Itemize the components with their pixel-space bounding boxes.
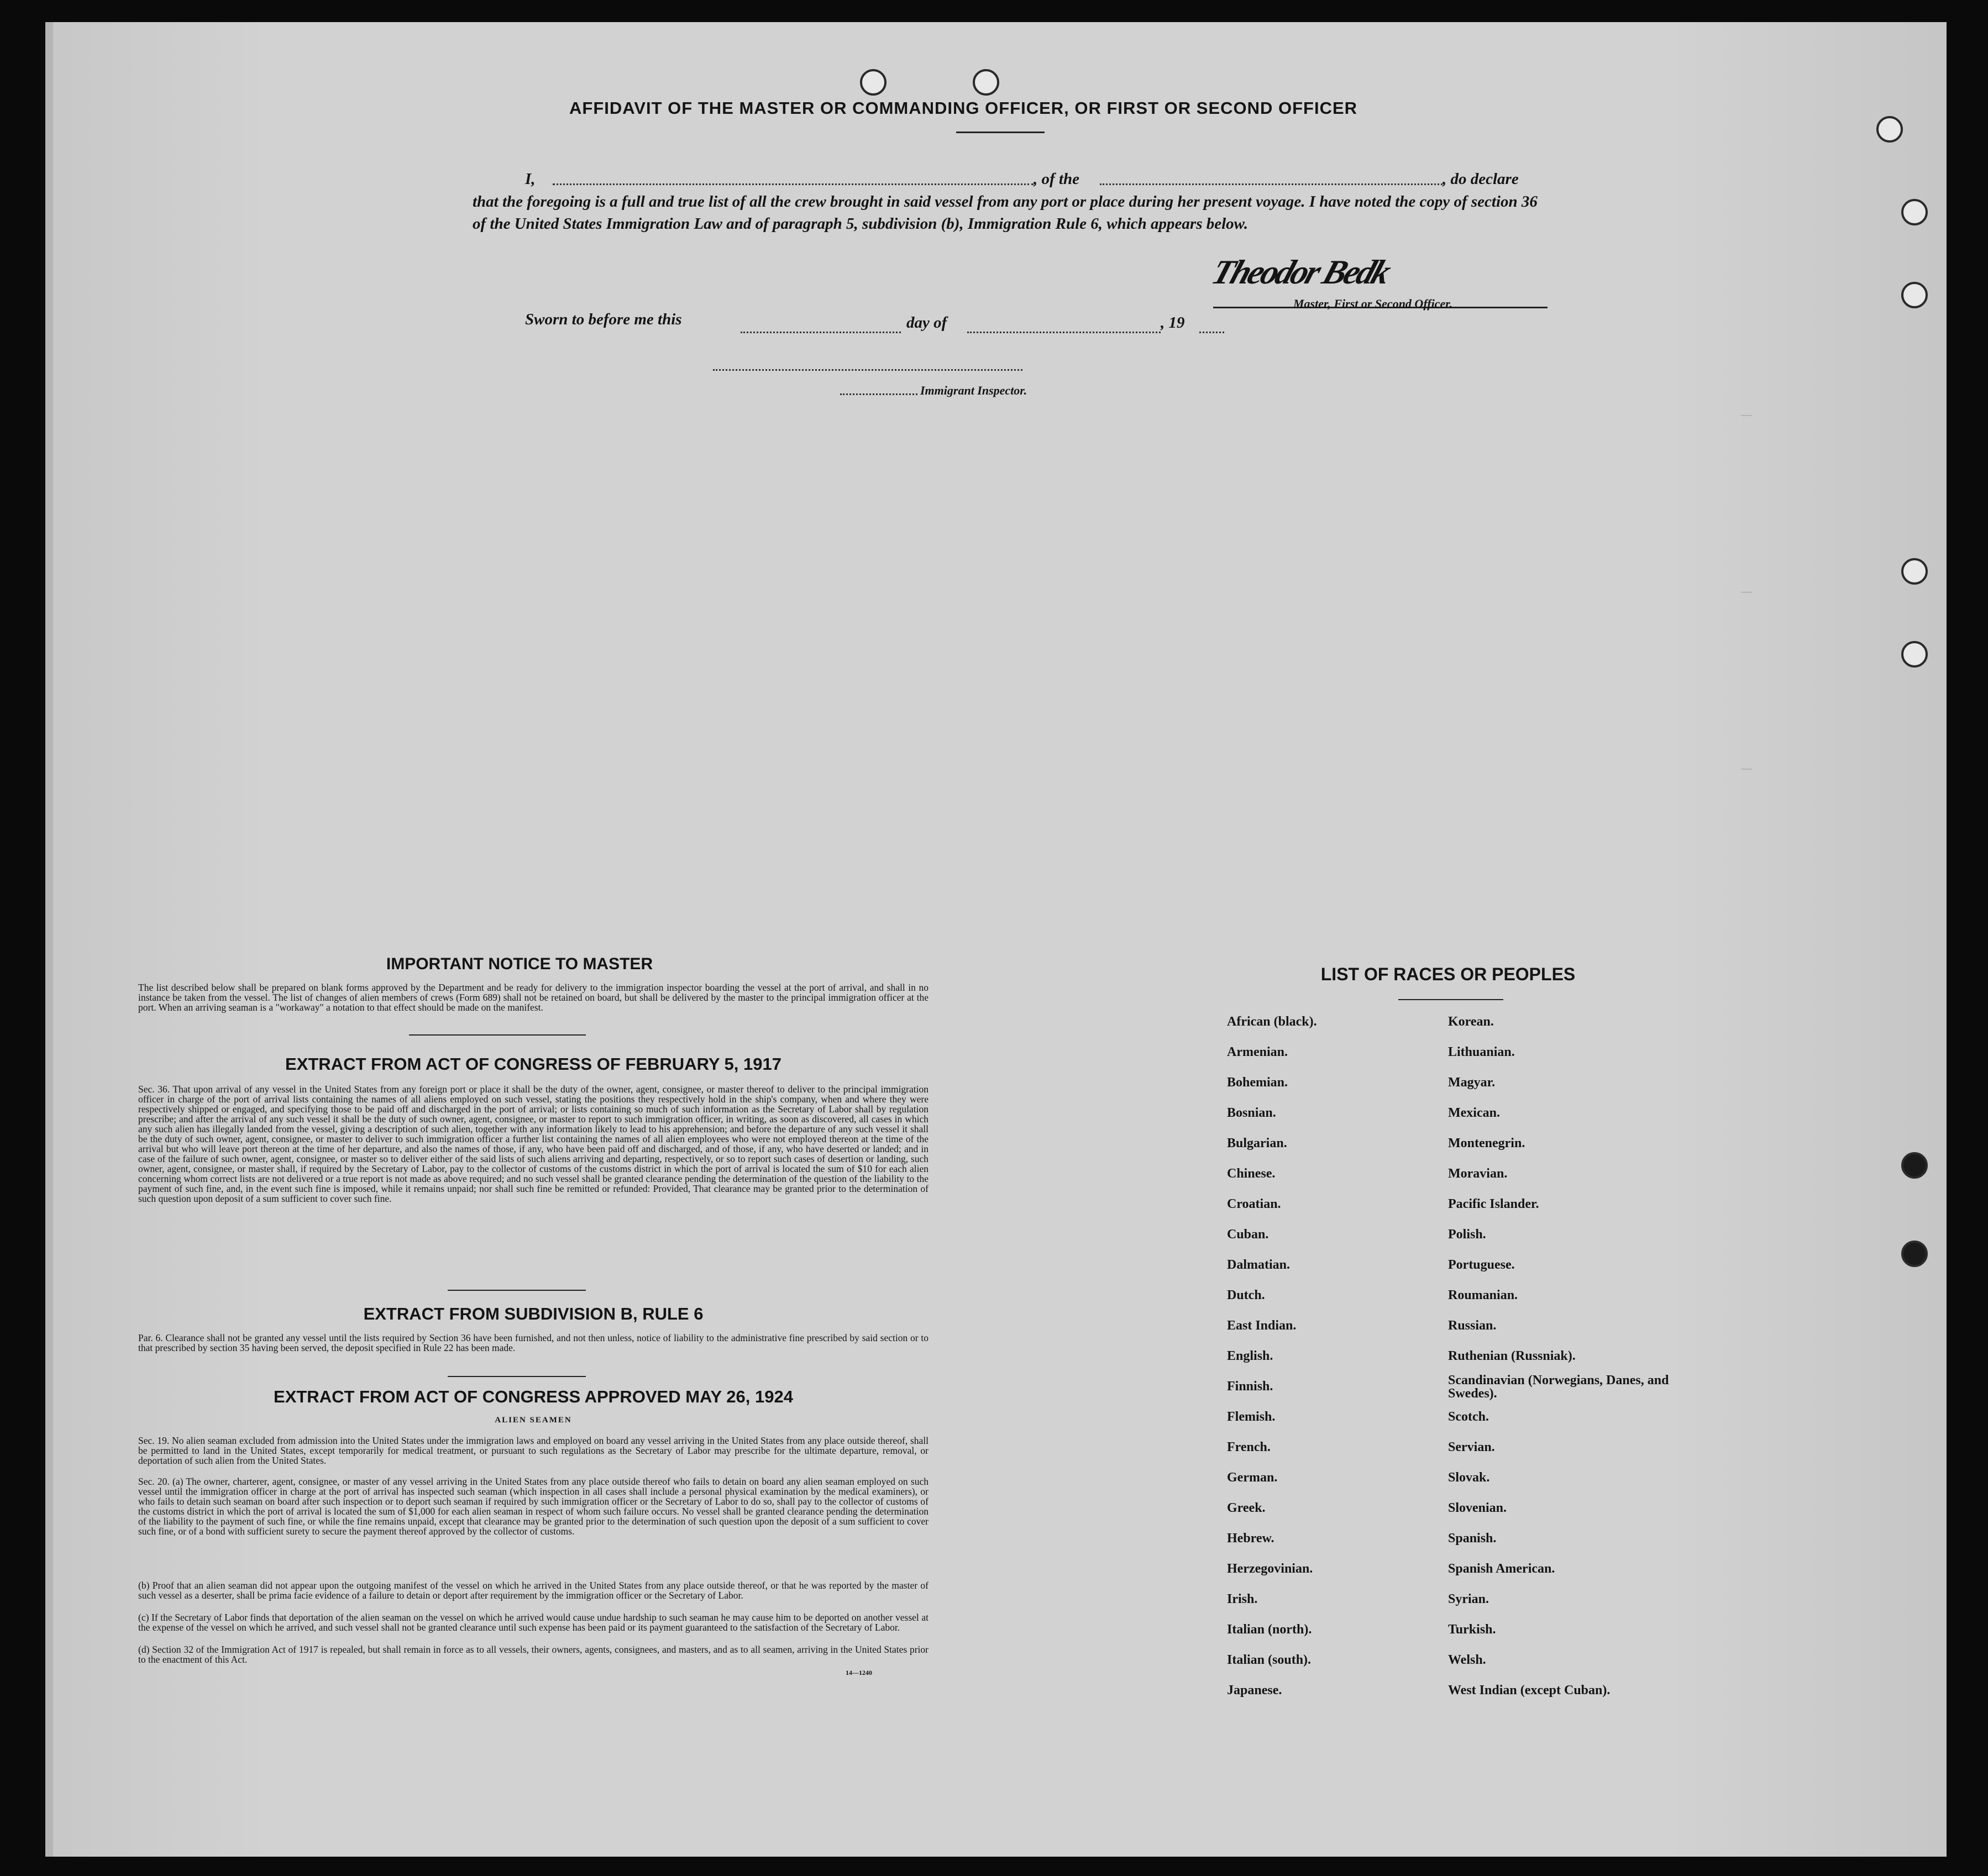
race-right-item: Slovenian. (1448, 1501, 1507, 1515)
of-the-label: , of the (1034, 170, 1079, 188)
race-left-item: Italian (south). (1227, 1653, 1312, 1667)
vessel-line (1100, 183, 1443, 185)
extract-1924-subtitle: ALIEN SEAMEN (495, 1416, 572, 1425)
race-right-item: Mexican. (1448, 1106, 1500, 1120)
i-label: I, (525, 170, 536, 188)
binder-hole-icon (1901, 641, 1928, 668)
race-left-item: Dalmatian. (1227, 1258, 1290, 1272)
sec19-text: Sec. 19. No alien seaman excluded from admission into the United States under the immigration laws and employed on board any vessel arriving in the United States from any place outside thereof, shall be permitted to land in the United States, except temporarily for medical treatment, or pursuant to such regulations as the Secretary of Labor may prescribe for the ultimate departure, removal, or deportation of such alien from the United States. (138, 1435, 929, 1466)
race-right-item: Welsh. (1448, 1653, 1486, 1667)
race-left-item: Armenian. (1227, 1045, 1288, 1059)
race-left-item: Dutch. (1227, 1288, 1265, 1302)
affidavit-title: AFFIDAVIT OF THE MASTER OR COMMANDING OFFICER, OR FIRST OR SECOND OFFICER (569, 98, 1358, 118)
race-right-item: Portuguese. (1448, 1258, 1515, 1272)
race-right-item: Roumanian. (1448, 1288, 1518, 1302)
race-left-item: Bulgarian. (1227, 1136, 1287, 1150)
sec20c-text: (c) If the Secretary of Labor finds that deportation of the alien seaman on the vessel on which he arrived would cause undue hardship to such seaman he may cause him to be deported on another vessel at the expense of the vessel on which he arrived, and such vessel shall not be granted clearance until such expense has been paid or its payment guaranteed to the satisfaction of the Secretary of Labor. (138, 1612, 929, 1633)
inspector-signature-line (713, 369, 1022, 371)
race-right-item: Scandinavian (Norwegians, Danes, and Swedes). (1448, 1373, 1669, 1401)
race-right-item: Pacific Islander. (1448, 1197, 1539, 1211)
notice-title: IMPORTANT NOTICE TO MASTER (386, 955, 653, 973)
binder-hole-icon (1901, 1152, 1928, 1179)
bleed-through-mark: — (1741, 586, 1752, 598)
binder-hole-icon (1901, 282, 1928, 308)
race-left-item: African (black). (1227, 1015, 1317, 1029)
race-right-item: Spanish. (1448, 1531, 1497, 1546)
race-left-item: Japanese. (1227, 1683, 1282, 1698)
sec20b-text: (b) Proof that an alien seaman did not appear upon the outgoing manifest of the vessel on which he arrived in the United States from any place outside thereof, or that he was reported by the master of such vessel as a deserter, shall be prima facie evidence of a failure to detain or deport after requirement by the immigration officer or the Secretary of Labor. (138, 1580, 929, 1601)
title-rule (956, 132, 1045, 133)
form-number: 14—1240 (846, 1669, 872, 1677)
name-line (553, 183, 1034, 185)
day-of-label: day of (906, 314, 947, 332)
race-left-item: Finnish. (1227, 1379, 1273, 1394)
section-divider (448, 1376, 586, 1377)
officer-caption: Master, First or Second Officer. (1293, 297, 1453, 311)
race-right-item: Russian. (1448, 1318, 1497, 1333)
race-left-item: Bohemian. (1227, 1075, 1288, 1090)
race-left-item: Herzegovinian. (1227, 1562, 1313, 1576)
race-right-item: Spanish American. (1448, 1562, 1555, 1576)
bleed-through-mark: — (1741, 763, 1752, 775)
inspector-caption: Immigrant Inspector. (920, 383, 1027, 397)
race-left-item: Bosnian. (1227, 1106, 1276, 1120)
race-right-item: Slovak. (1448, 1470, 1490, 1485)
race-right-item: Polish. (1448, 1227, 1486, 1242)
sec20a-text: Sec. 20. (a) The owner, charterer, agent, consignee, or master of any vessel arriving in the United States from any place outside thereof who fails to detain on board any alien seaman employed on such vessel until the immigration officer in charge at the port of arrival has inspected such seaman (which inspection in all cases shall include a personal physical examination by the medical examiners), or who fails to detain such seaman on board after such inspection or to deport such seaman if required by such immigration officer or the Secretary of Labor to do so, shall pay to the collector of customs of the customs district in which the port of arrival is located the sum of $1,000 for each alien seaman in respect of whom such failure occurs. No vessel shall be granted clearance pending the determination of the liability to the payment of such fine, or while the fine remains unpaid, except that clearance may be granted prior to the determination of such question upon the deposit of a sum sufficient to cover such fine, or of a bond with sufficient surety to secure the payment thereof approved by the collector of customs. (138, 1476, 929, 1537)
declare-label: , do declare (1443, 170, 1519, 188)
inspector-caption-line (840, 393, 917, 395)
race-right-item: Korean. (1448, 1015, 1494, 1029)
race-right-item: Servian. (1448, 1440, 1495, 1454)
race-left-item: English. (1227, 1349, 1273, 1363)
races-title: LIST OF RACES OR PEOPLES (1320, 964, 1576, 984)
section-divider (448, 1290, 586, 1291)
race-right-item: Scotch. (1448, 1410, 1489, 1424)
extract-rule6-text: Par. 6. Clearance shall not be granted any vessel until the lists required by Section 36 have been furnished, and not then unless, notice of liability to the administrative fine prescribed by said section or to that prescribed by section 35 having been served, the deposit specified in Rule 22 has been made. (138, 1332, 929, 1353)
binder-hole-icon (1901, 1241, 1928, 1267)
sheet-edge (45, 22, 53, 1857)
year-prefix: , 19 (1161, 314, 1185, 332)
race-left-item: East Indian. (1227, 1318, 1297, 1333)
extract-1924-title: EXTRACT FROM ACT OF CONGRESS APPROVED MAY 26, 1924 (274, 1387, 793, 1406)
month-line (967, 332, 1161, 333)
sec20d-text: (d) Section 32 of the Immigration Act of 1917 is repealed, but shall remain in force as to all vessels, their owners, agents, consignees, and masters, and as to all seamen, arriving in the United States prior to the enactment of this Act. (138, 1644, 929, 1665)
race-right-item: Magyar. (1448, 1075, 1496, 1090)
race-left-item: German. (1227, 1470, 1278, 1485)
extract-rule6-title: EXTRACT FROM SUBDIVISION B, RULE 6 (363, 1304, 704, 1323)
binder-hole-icon (1901, 558, 1928, 585)
race-right-item: West Indian (except Cuban). (1448, 1683, 1611, 1698)
year-line (1199, 332, 1224, 333)
binder-hole-icon (1901, 199, 1928, 225)
race-left-item: Hebrew. (1227, 1531, 1274, 1546)
race-right-item: Syrian. (1448, 1592, 1489, 1606)
sworn-label: Sworn to before me this (525, 311, 682, 328)
binder-hole-icon (1876, 116, 1903, 143)
notice-text: The list described below shall be prepared on blank forms approved by the Department and be ready for delivery to the immigration inspector boarding the vessel at the port of arrival, and shall in no instance be taken from the vessel. The list of changes of alien members of crews (Form 689) shall not be retained on board, but shall be delivered by the master to the principal immigration officer at the port. When an arriving seaman is a "workaway" a notation to that effect should be made on the manifest. (138, 982, 929, 1013)
race-right-item: Turkish. (1448, 1622, 1496, 1637)
race-left-item: French. (1227, 1440, 1271, 1454)
binder-hole-icon (973, 69, 999, 96)
section-divider (409, 1034, 586, 1036)
race-left-item: Chinese. (1227, 1166, 1276, 1181)
race-right-item: Lithuanian. (1448, 1045, 1515, 1059)
binder-hole-icon (860, 69, 887, 96)
race-left-item: Irish. (1227, 1592, 1258, 1606)
race-left-item: Cuban. (1227, 1227, 1269, 1242)
races-title-rule (1398, 999, 1503, 1000)
race-right-item: Ruthenian (Russniak). (1448, 1349, 1576, 1363)
race-left-item: Italian (north). (1227, 1622, 1312, 1637)
extract-1917-text: Sec. 36. That upon arrival of any vessel in the United States from any foreign port or place it shall be the duty of the owner, agent, consignee, or master thereof to deliver to the principal immigration officer in charge of the port of arrival lists containing the names of all aliens employed on such vessel, stating the positions they respectively hold in the ship's company, when and where they were respectively shipped or engaged, and specifying those to be paid off and discharged in the port of arrival; or lists containing so much of such information as the Secretary of Labor shall by regulation prescribe; and after the arrival of any such vessel it shall be the duty of such owner, agent, consignee, or master to report to such immigration officer, in writing, as soon as discovered, all cases in which any such alien has illegally landed from the vessel, giving a description of such alien, together with any information likely to lead to his apprehension; and before the departure of any such vessel it shall be the duty of such owner, agent, consignee, or master to deliver to such immigration officer a further list containing the names of all alien employees who were not employed thereon at the time of the arrival but who will leave port thereon at the time of her departure, and also the names of those, if any, who have been paid off and discharged, and of those, if any, who have deserted or landed; and in case of the failure of such owner, agent, consignee, or master so to deliver either of the said lists of such aliens arriving and departing, respectively, or so to report such cases of desertion or landing, such owner, agent, consignee, or master shall, if required by the Secretary of Labor, pay to the collector of customs of the customs district in which the port of arrival is located the sum of $10 for each alien concerning whom correct lists are not delivered or a true report is not made as above required; and no such vessel shall be granted clearance pending the determination of the question of the liability to the payment of such fine, and, in the event such fine is imposed, while it remains unpaid; nor shall such fine be remitted or refunded: Provided, That clearance may be granted prior to the determination of such question upon deposit of a sum sufficient to cover such fine. (138, 1084, 929, 1204)
race-left-item: Greek. (1227, 1501, 1266, 1515)
day-line (741, 332, 901, 333)
extract-1917-title: EXTRACT FROM ACT OF CONGRESS OF FEBRUARY 5, 1917 (285, 1054, 781, 1074)
race-left-item: Flemish. (1227, 1410, 1276, 1424)
affidavit-statement: that the foregoing is a full and true list of all the crew brought in said vessel from any port or place during her present voyage. I have noted the copy of section 36 of the United States Immigration Law and of paragraph 5, subdivision (b), Immigration Rule 6, which appears below. (473, 193, 1538, 233)
race-right-item: Moravian. (1448, 1166, 1508, 1181)
master-signature: Theodor Bedk (1207, 254, 1394, 291)
race-left-item: Croatian. (1227, 1197, 1281, 1211)
bleed-through-mark: — (1741, 409, 1752, 421)
race-right-item: Montenegrin. (1448, 1136, 1525, 1150)
